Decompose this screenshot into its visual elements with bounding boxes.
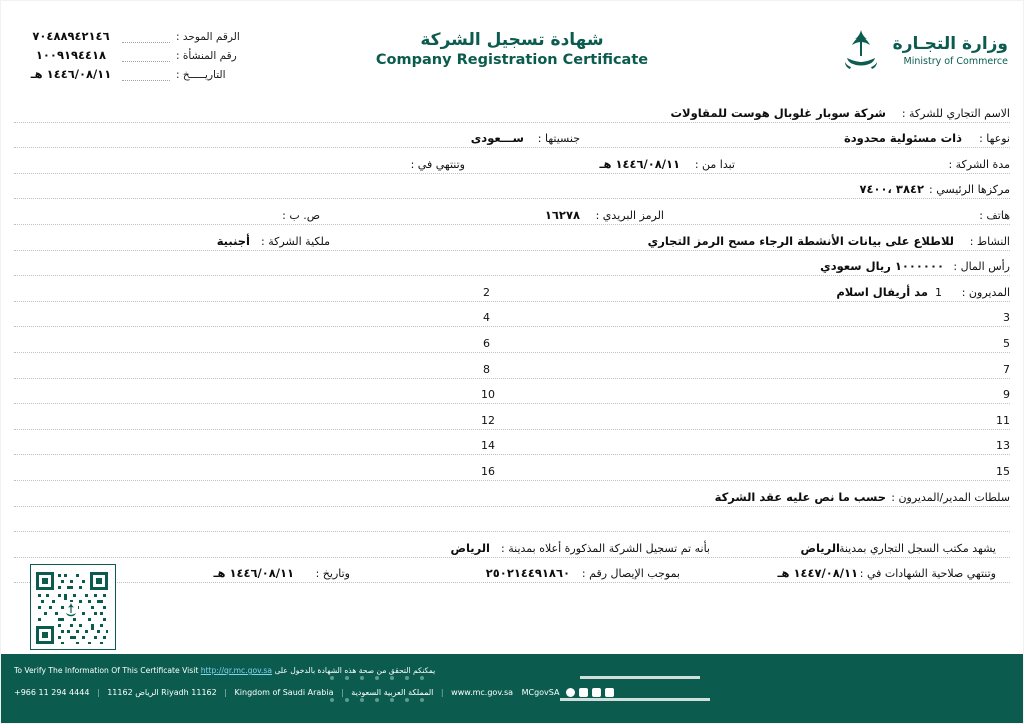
meta-row-date bbox=[26, 62, 262, 81]
capital-label: رأس المال : bbox=[953, 260, 1010, 274]
social-icons-group[interactable] bbox=[566, 688, 614, 697]
date-value: ١٤٤٦/٠٨/١١ هـ bbox=[213, 566, 294, 581]
manager-number-5: 5 bbox=[1003, 336, 1010, 350]
meta-row-unified-number bbox=[26, 24, 262, 43]
meta-row-entity-number bbox=[26, 43, 262, 62]
po-box-label: ص. ب : bbox=[282, 208, 320, 222]
start-date-value: ١٤٤٦/٠٨/١١ هـ bbox=[599, 156, 680, 171]
footer-contact-line: +966 11 294 4444 | الرياض 11162 Riyadh 11162 | Kingdom of Saudi Arabia | المملكة العربية السعودية | www.mc.gov.sa MCgovSA bbox=[14, 688, 618, 697]
manager-number-15: 15 bbox=[996, 464, 1010, 478]
instagram-icon[interactable] bbox=[566, 688, 575, 697]
row-type-nationality bbox=[14, 126, 1010, 152]
manager-number-13: 13 bbox=[996, 439, 1010, 453]
phone-label: هاتف : bbox=[979, 208, 1010, 222]
footer-website[interactable]: www.mc.gov.sa bbox=[451, 688, 514, 697]
manager-number-7: 7 bbox=[1003, 362, 1010, 376]
trade-name-label: الاسم التجاري للشركة : bbox=[901, 106, 1010, 120]
footer-handle: MCgovSA bbox=[521, 688, 560, 697]
row-duration bbox=[14, 151, 1010, 177]
facebook-icon[interactable] bbox=[579, 688, 588, 697]
row-spacer bbox=[14, 510, 1010, 536]
footer-city-ar: الرياض 11162 bbox=[107, 688, 159, 697]
certificate-body bbox=[14, 100, 1010, 586]
manager-name-1: مد أريفال اسلام bbox=[836, 284, 928, 299]
trade-name-value: شركة سوبار غلوبال هوست للمقاولات bbox=[670, 105, 886, 120]
manager-number-2: 2 bbox=[483, 285, 490, 299]
row-certify bbox=[14, 535, 1010, 561]
row-managers-6 bbox=[14, 407, 1010, 433]
manager-number-14: 14 bbox=[481, 439, 495, 453]
postal-code-label: الرمز البريدي : bbox=[595, 208, 664, 222]
certificate-header bbox=[0, 0, 1024, 92]
ownership-label: ملكية الشركة : bbox=[261, 234, 330, 248]
certify-label: يشهد مكتب السجل التجاري بمدينة : bbox=[831, 541, 996, 555]
authorities-label: سلطات المدير/المديرون : bbox=[891, 490, 1010, 504]
validity-label: وتنتهي صلاحية الشهادات في : bbox=[859, 567, 996, 581]
verification-url-link[interactable]: http://qr.mc.gov.sa bbox=[200, 666, 273, 675]
footer-verify-text-ar: يمكنكم التحقق من صحة هذه الشهادة بالدخول على bbox=[274, 666, 436, 675]
youtube-icon[interactable] bbox=[605, 688, 614, 697]
dotted-rule bbox=[122, 48, 170, 62]
manager-number-3: 3 bbox=[1003, 311, 1010, 325]
footer-kingdom-ar: المملكة العربية السعودية bbox=[351, 688, 434, 697]
headquarters-label: مركزها الرئيسي : bbox=[929, 183, 1010, 197]
row-managers-4 bbox=[14, 356, 1010, 382]
entity-number-value: ١٠٠٩١٩٤٤١٨ bbox=[35, 48, 107, 62]
meta-label: الرقم الموحد : bbox=[176, 31, 240, 43]
start-date-label: تبدا من : bbox=[694, 157, 735, 171]
manager-number-12: 12 bbox=[481, 413, 495, 427]
end-date-label: وتنتهي في : bbox=[410, 157, 465, 171]
date-label: وتاريخ : bbox=[315, 567, 350, 581]
footer-city-en: Riyadh 11162 bbox=[161, 688, 217, 697]
manager-number-10: 10 bbox=[481, 388, 495, 402]
row-manager-authorities bbox=[14, 484, 1010, 510]
nationality-label: جنسيتها : bbox=[537, 132, 580, 146]
manager-number-11: 11 bbox=[996, 413, 1010, 427]
ownership-value: أجنبية bbox=[216, 233, 250, 248]
footer-phone: +966 11 294 4444 bbox=[14, 688, 90, 697]
row-headquarters bbox=[14, 177, 1010, 203]
footer-decorative-bar-2 bbox=[560, 698, 710, 701]
row-capital bbox=[14, 254, 1010, 280]
manager-number-4: 4 bbox=[483, 311, 490, 325]
row-managers-1 bbox=[14, 279, 1010, 305]
meta-label: التاريـــــخ : bbox=[176, 69, 226, 81]
row-trade-name bbox=[14, 100, 1010, 126]
meta-label: رقم المنشأة : bbox=[176, 50, 237, 62]
authorities-value: حسب ما نص عليه عقد الشركة bbox=[714, 489, 886, 504]
postal-code-value: ١٦٢٧٨ bbox=[544, 207, 580, 222]
twitter-icon[interactable] bbox=[592, 688, 601, 697]
receipt-label: بموجب الإيصال رقم : bbox=[581, 567, 680, 581]
issue-date-value: ١٤٤٦/٠٨/١١ هـ bbox=[30, 67, 112, 81]
footer-decorative-bar-1 bbox=[580, 676, 700, 679]
row-validity bbox=[14, 561, 1010, 587]
row-activity-ownership bbox=[14, 228, 1010, 254]
footer-verify-text-en: To Verify The Information Of This Certificate Visit bbox=[14, 666, 199, 675]
certificate-footer bbox=[0, 654, 1024, 724]
footer-verify-line bbox=[14, 666, 435, 675]
duration-label: مدة الشركة : bbox=[948, 157, 1010, 171]
row-managers-3 bbox=[14, 330, 1010, 356]
footer-dots-row-1 bbox=[330, 676, 424, 680]
activity-value: للاطلاع على بيانات الأنشطة الرجاء مسح الرمز التجاري bbox=[647, 233, 954, 248]
dotted-rule bbox=[122, 29, 170, 43]
certificate-title-arabic: شهادة تسجيل الشركة bbox=[420, 30, 604, 50]
registered-city-value: الرياض bbox=[450, 540, 490, 555]
certificate-meta-block bbox=[26, 24, 262, 81]
footer-kingdom-en: Kingdom of Saudi Arabia bbox=[234, 688, 334, 697]
registered-in-label: بأنه تم تسجيل الشركة المذكورة أعلاه بمدينة : bbox=[501, 541, 710, 555]
headquarters-value: ٣٨٤٢ ،٧٤٠٠ bbox=[859, 182, 924, 197]
validity-value: ١٤٤٧/٠٨/١١ هـ bbox=[777, 566, 858, 581]
unified-number-value: ٧٠٤٨٨٩٤٢١٤٦ bbox=[32, 29, 110, 43]
company-type-value: ذات مسئولية محدودة bbox=[843, 131, 962, 146]
capital-value: ١٠٠٠٠٠٠ ريال سعودي bbox=[820, 259, 944, 274]
ministry-name-english: Ministry of Commerce bbox=[903, 55, 1008, 67]
nationality-value: ســـعودى bbox=[470, 131, 524, 146]
row-managers-5 bbox=[14, 382, 1010, 408]
manager-number-9: 9 bbox=[1003, 388, 1010, 402]
row-managers-8 bbox=[14, 458, 1010, 484]
manager-number-6: 6 bbox=[483, 336, 490, 350]
manager-number-1: 1 bbox=[935, 285, 942, 299]
certify-city-value: الرياض bbox=[800, 540, 840, 555]
managers-label: المديرون : bbox=[961, 285, 1010, 299]
row-managers-7 bbox=[14, 433, 1010, 459]
verification-qr-code-icon[interactable] bbox=[32, 568, 112, 648]
row-managers-2 bbox=[14, 305, 1010, 331]
receipt-value: ٢٥٠٢١٤٤٩١٨٦٠ bbox=[485, 566, 570, 581]
manager-number-16: 16 bbox=[481, 464, 495, 478]
row-contact bbox=[14, 202, 1010, 228]
ministry-name-arabic: وزارة التجـارة bbox=[892, 34, 1008, 55]
footer-dots-row-2 bbox=[330, 698, 424, 702]
manager-number-8: 8 bbox=[483, 362, 490, 376]
certificate-title-english: Company Registration Certificate bbox=[375, 52, 649, 68]
dotted-rule bbox=[122, 67, 170, 81]
activity-label: النشاط : bbox=[969, 234, 1010, 248]
company-type-label: نوعها : bbox=[979, 132, 1010, 146]
